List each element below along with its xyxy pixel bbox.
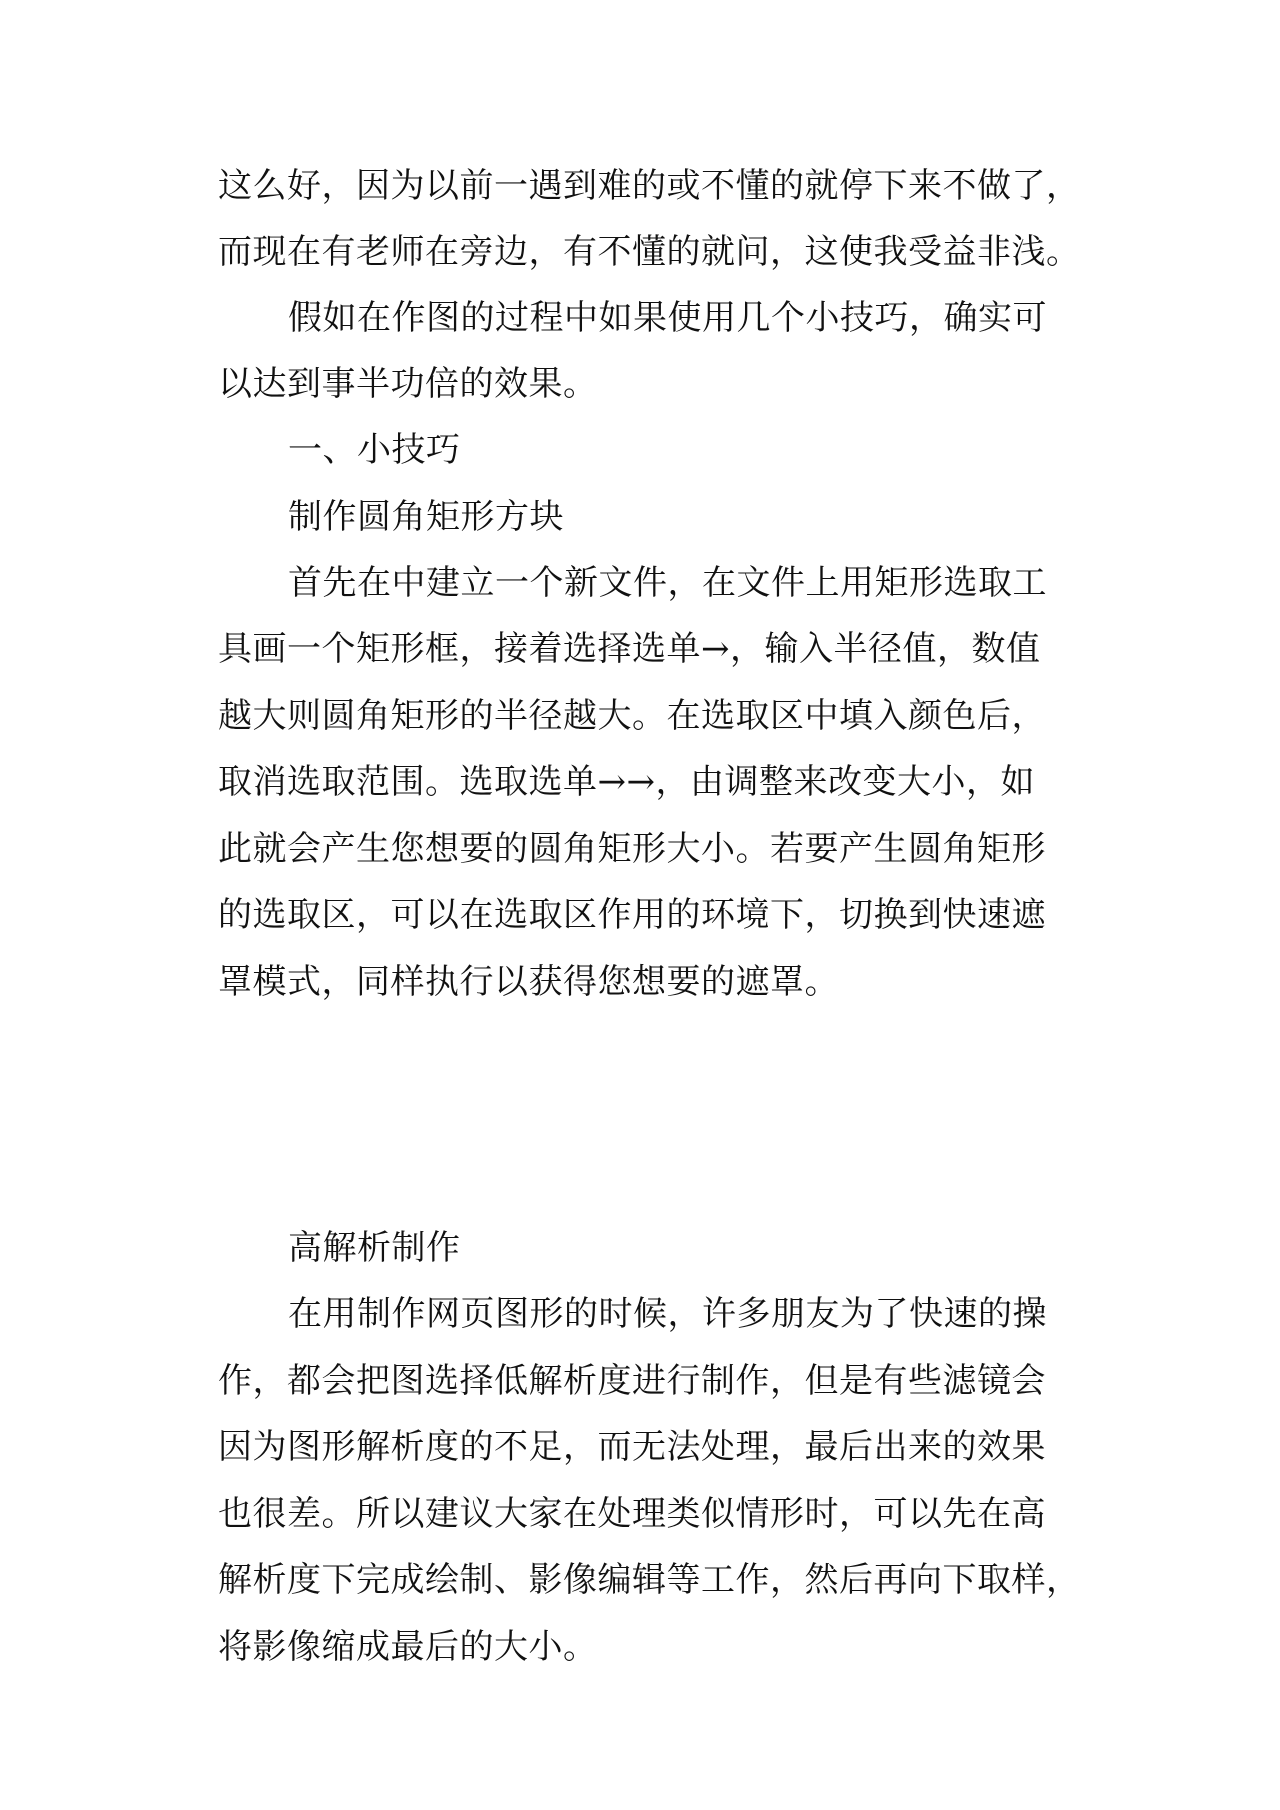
paragraph-line: 罩模式，同样执行以获得您想要的遮罩。: [218, 962, 839, 1002]
paragraph-line: 越大则圆角矩形的半径越大。在选取区中填入颜色后，: [218, 696, 1046, 736]
paragraph-line: 假如在作图的过程中如果使用几个小技巧，确实可: [288, 298, 1047, 338]
paragraph-line: 而现在有老师在旁边，有不懂的就问，这使我受益非浅。: [218, 232, 1081, 272]
paragraph-line: 以达到事半功倍的效果。: [218, 364, 598, 404]
paragraph-line: 取消选取范围。选取选单→→，由调整来改变大小，如: [218, 762, 1035, 802]
subsection-heading: 高解析制作: [288, 1228, 461, 1268]
paragraph-line: 具画一个矩形框，接着选择选单→，输入半径值，数值: [218, 629, 1041, 669]
paragraph-line: 作，都会把图选择低解析度进行制作，但是有些滤镜会: [218, 1361, 1046, 1401]
paragraph-line: 这么好，因为以前一遇到难的或不懂的就停下来不做了，: [218, 166, 1081, 206]
section-heading: 一、小技巧: [288, 430, 461, 470]
paragraph-line: 也很差。所以建议大家在处理类似情形时，可以先在高: [218, 1494, 1046, 1534]
paragraph-line: 解析度下完成绘制、影像编辑等工作，然后再向下取样，: [218, 1560, 1081, 1600]
paragraph-line: 此就会产生您想要的圆角矩形大小。若要产生圆角矩形: [218, 829, 1046, 869]
paragraph-line: 因为图形解析度的不足，而无法处理，最后出来的效果: [218, 1427, 1046, 1467]
subsection-heading: 制作圆角矩形方块: [288, 497, 564, 537]
paragraph-line: 将影像缩成最后的大小。: [218, 1627, 598, 1667]
paragraph-line: 的选取区，可以在选取区作用的环境下，切换到快速遮: [218, 895, 1046, 935]
paragraph-line: 首先在中建立一个新文件，在文件上用矩形选取工: [288, 563, 1047, 603]
paragraph-line: 在用制作网页图形的时候，许多朋友为了快速的操: [288, 1294, 1047, 1334]
